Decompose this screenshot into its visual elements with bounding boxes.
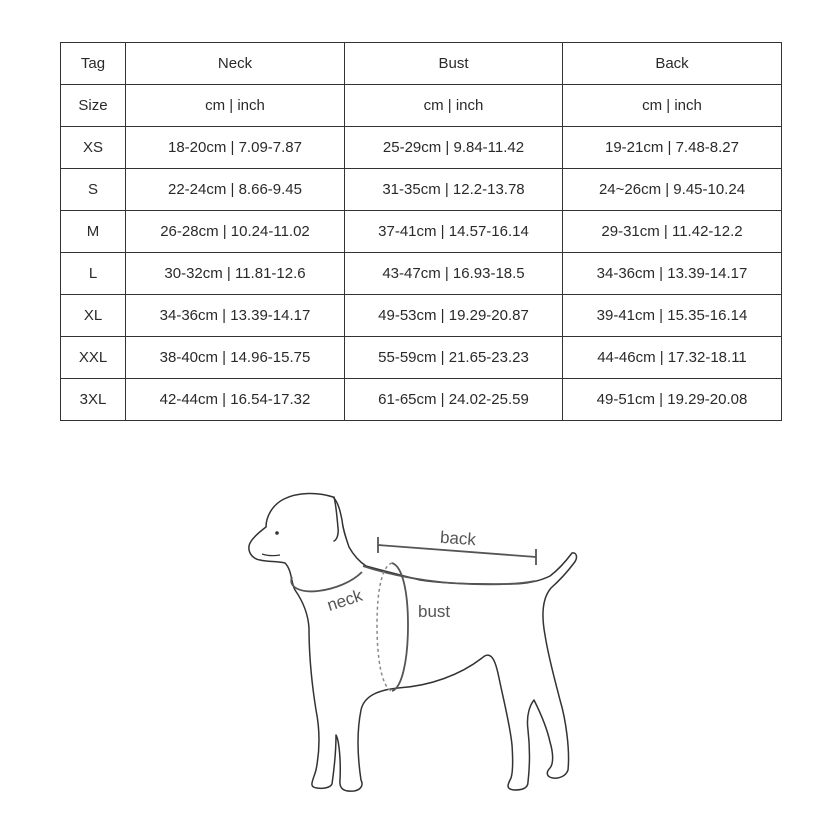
dog-outline-icon	[249, 493, 577, 791]
bust-label: bust	[418, 602, 451, 621]
header-neck: Neck	[126, 43, 345, 85]
units-back: cm | inch	[563, 85, 782, 127]
cell-bust: 25-29cm | 9.84-11.42	[345, 127, 563, 169]
cell-size: XXL	[61, 337, 126, 379]
table-header-row	[61, 43, 782, 85]
neck-label: neck	[324, 585, 365, 615]
table-row	[61, 295, 782, 337]
cell-neck: 34-36cm | 13.39-14.17	[126, 295, 345, 337]
measurement-diagram	[0, 470, 840, 810]
cell-neck: 38-40cm | 14.96-15.75	[126, 337, 345, 379]
cell-back: 44-46cm | 17.32-18.11	[563, 337, 782, 379]
table-row	[61, 337, 782, 379]
cell-size: 3XL	[61, 379, 126, 421]
cell-bust: 37-41cm | 14.57-16.14	[345, 211, 563, 253]
table-row	[61, 211, 782, 253]
cell-back: 29-31cm | 11.42-12.2	[563, 211, 782, 253]
units-bust: cm | inch	[345, 85, 563, 127]
table-row	[61, 169, 782, 211]
table-row	[61, 379, 782, 421]
cell-bust: 49-53cm | 19.29-20.87	[345, 295, 563, 337]
header-tag: Tag	[61, 43, 126, 85]
cell-bust: 55-59cm | 21.65-23.23	[345, 337, 563, 379]
cell-back: 34-36cm | 13.39-14.17	[563, 253, 782, 295]
cell-back: 19-21cm | 7.48-8.27	[563, 127, 782, 169]
cell-back: 39-41cm | 15.35-16.14	[563, 295, 782, 337]
cell-neck: 42-44cm | 16.54-17.32	[126, 379, 345, 421]
units-neck: cm | inch	[126, 85, 345, 127]
cell-size: XS	[61, 127, 126, 169]
size-chart-table	[60, 42, 782, 421]
cell-back: 49-51cm | 19.29-20.08	[563, 379, 782, 421]
cell-size: M	[61, 211, 126, 253]
bust-measure-ellipse	[377, 563, 408, 691]
cell-size: XL	[61, 295, 126, 337]
cell-back: 24~26cm | 9.45-10.24	[563, 169, 782, 211]
header-bust: Bust	[345, 43, 563, 85]
cell-neck: 22-24cm | 8.66-9.45	[126, 169, 345, 211]
cell-bust: 43-47cm | 16.93-18.5	[345, 253, 563, 295]
cell-size: L	[61, 253, 126, 295]
cell-neck: 26-28cm | 10.24-11.02	[126, 211, 345, 253]
cell-bust: 61-65cm | 24.02-25.59	[345, 379, 563, 421]
back-label: back	[439, 527, 477, 550]
header-back: Back	[563, 43, 782, 85]
cell-neck: 30-32cm | 11.81-12.6	[126, 253, 345, 295]
table-units-row	[61, 85, 782, 127]
cell-neck: 18-20cm | 7.09-7.87	[126, 127, 345, 169]
table-row	[61, 253, 782, 295]
units-size: Size	[61, 85, 126, 127]
cell-size: S	[61, 169, 126, 211]
cell-bust: 31-35cm | 12.2-13.78	[345, 169, 563, 211]
table-row	[61, 127, 782, 169]
